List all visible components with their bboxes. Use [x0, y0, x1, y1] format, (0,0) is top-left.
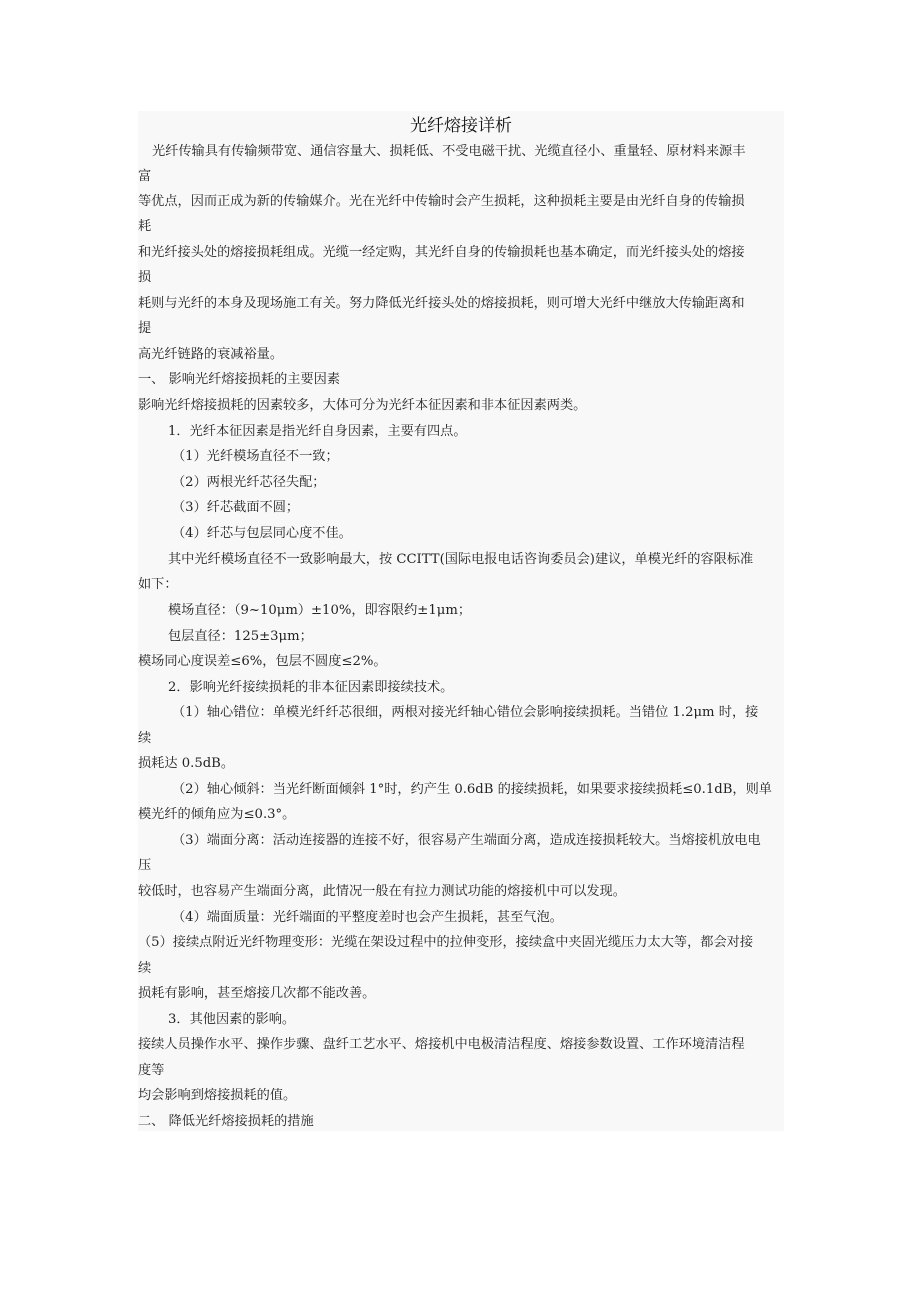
list-item: （3）端面分离：活动连接器的连接不好，很容易产生端面分离，造成连接损耗较大。当熔接机放电电	[172, 833, 761, 848]
list-item: （4）端面质量：光纤端面的平整度差时也会产生损耗，甚至气泡。	[172, 910, 563, 925]
paragraph-line: 高光纤链路的衰减裕量。	[138, 347, 284, 362]
list-item: （2）轴心倾斜：当光纤断面倾斜 1°时，约产生 0.6dB 的接续损耗，如果要求接续损耗≤0.1dB，则单	[172, 782, 772, 797]
paragraph-line: 等优点，因而正成为新的传输媒介。光在光纤中传输时会产生损耗，这种损耗主要是由光纤自身的传输损	[138, 194, 745, 209]
list-item: （1）光纤模场直径不一致；	[172, 449, 339, 464]
subsection-heading: 1．光纤本征因素是指光纤自身因素，主要有四点。	[168, 424, 467, 439]
list-item: （4）纤芯与包层同心度不佳。	[172, 526, 352, 541]
section-heading: 二、 降低光纤熔接损耗的措施	[138, 1114, 314, 1129]
paragraph-line: 耗则与光纤的本身及现场施工有关。努力降低光纤接头处的熔接损耗，则可增大光纤中继放大传输距离和	[138, 296, 745, 311]
paragraph-line: 如下：	[138, 577, 178, 592]
paragraph-line: 较低时，也容易产生端面分离，此情况一般在有拉力测试功能的熔接机中可以发现。	[138, 884, 626, 899]
paragraph-line: 续	[138, 961, 152, 976]
paragraph-line: 度等	[138, 1063, 165, 1078]
list-item: （5）接续点附近光纤物理变形：光缆在架设过程中的拉伸变形，接续盒中夹固光缆压力太大等，都会对接	[138, 935, 754, 950]
spec-line: 包层直径：125±3μm；	[168, 629, 313, 644]
subsection-heading: 2．影响光纤接续损耗的非本征因素即接续技术。	[168, 680, 454, 695]
paragraph-line: 影响光纤熔接损耗的因素较多，大体可分为光纤本征因素和非本征因素两类。	[138, 398, 587, 413]
list-item: （2）两根光纤芯径失配；	[172, 475, 326, 490]
paragraph-line: 光纤传输具有传输频带宽、通信容量大、损耗低、不受电磁干扰、光缆直径小、重量轻、原材料来源丰	[152, 144, 746, 159]
paragraph-line: 损	[138, 270, 152, 285]
paragraph-line: 模光纤的倾角应为≤0.3°。	[138, 807, 296, 822]
spec-line: 模场直径：（9~10μm）±10%，即容限约±1μm；	[168, 603, 472, 618]
section-heading: 一、 影响光纤熔接损耗的主要因素	[138, 372, 341, 387]
paragraph-line: 损耗达 0.5dB。	[138, 756, 235, 771]
paragraph-line: 其中光纤模场直径不一致影响最大，按 CCITT(国际电报电话咨询委员会)建议，单模光纤的容限标准	[168, 552, 754, 567]
subsection-heading: 3．其他因素的影响。	[168, 1012, 296, 1027]
spec-line: 模场同心度误差≤6%，包层不圆度≤2%。	[138, 654, 387, 669]
document-page	[138, 111, 784, 1131]
list-item: （1）轴心错位：单模光纤纤芯很细，两根对接光纤轴心错位会影响接续损耗。当错位 1.2μm 时，接	[172, 705, 759, 720]
paragraph-line: 提	[138, 321, 152, 336]
paragraph-line: 和光纤接头处的熔接损耗组成。光缆一经定购，其光纤自身的传输损耗也基本确定，而光纤接头处的熔接	[138, 245, 745, 260]
paragraph-line: 续	[138, 731, 152, 746]
paragraph-line: 损耗有影响，甚至熔接几次都不能改善。	[138, 986, 376, 1001]
paragraph-line: 富	[138, 169, 152, 184]
paragraph-line: 压	[138, 858, 152, 873]
document-title: 光纤熔接详析	[410, 116, 512, 136]
list-item: （3）纤芯截面不圆；	[172, 500, 300, 515]
paragraph-line: 耗	[138, 219, 152, 234]
paragraph-line: 接续人员操作水平、操作步骤、盘纤工艺水平、熔接机中电极清洁程度、熔接参数设置、工作环境清洁程	[138, 1037, 745, 1052]
paragraph-line: 均会影响到熔接损耗的值。	[138, 1088, 297, 1103]
